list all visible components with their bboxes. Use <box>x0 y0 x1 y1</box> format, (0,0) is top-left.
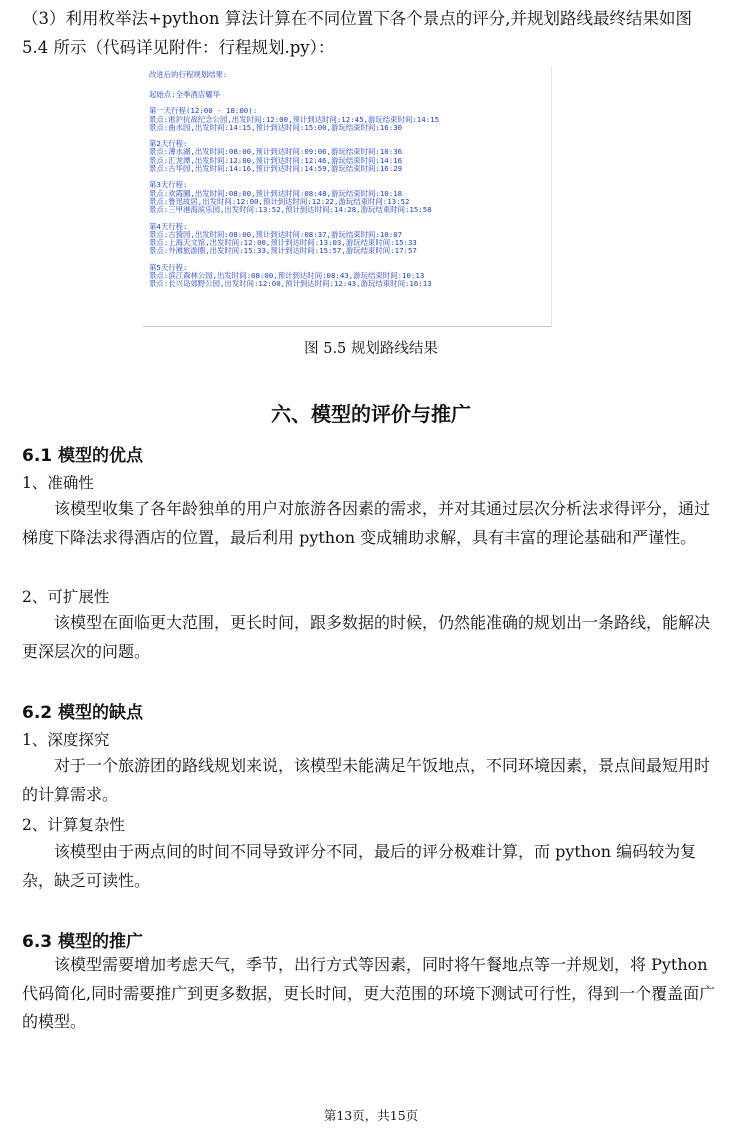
intro-paragraph: （3）利用枚举法+python 算法计算在不同位置下各个景点的评分,并规划路线最终结果如图 5.4 所示（代码详见附件：行程规划.py）： <box>22 9 693 57</box>
itinerary-line: 景点:滨江森林公园,出发时间:08:00,预计到达时间:08:43,游玩结束时间:10:13 <box>149 271 425 281</box>
day-5-block <box>149 264 545 289</box>
start-point: 起始点:全季酒店耀华 <box>149 90 220 99</box>
itinerary-line: 景点:古华园,出发时间:14:16,预计到达时间:14:59,游玩结束时间:16:29 <box>149 164 403 174</box>
day-label: 第5天行程: <box>149 262 188 272</box>
itinerary-line: 景点:三甲港海滨乐园,出发时间:13:52,预计到达时间:14:28,游玩结束时间:15:58 <box>149 205 432 215</box>
section-6-2-title: 6.2 模型的缺点 <box>22 703 144 723</box>
itinerary-line: 景点:古猗园,出发时间:08:00,预计到达时间:08:37,游玩结束时间:10:07 <box>149 229 403 239</box>
paragraph-accuracy: 该模型收集了各年龄独单的用户对旅游各因素的需求，并对其通过层次分析法求得评分，通过梯度下降法求得酒店的位置，最后利用 python 变成辅助求解，具有丰富的理论基础和严谨性。 <box>22 499 711 547</box>
figure-caption: 图 5.5 规划路线结果 <box>304 341 438 357</box>
item-accuracy: 1、准确性 <box>22 474 94 492</box>
paragraph-promotion: 该模型需要增加考虑天气，季节，出行方式等因素，同时将午餐地点等一并规划，将 Python 代码简化,同时需要推广到更多数据，更长时间，更大范围的环境下测试可行性，得到一个覆盖面广的模型。 <box>22 955 716 1031</box>
paragraph-depth: 对于一个旅游团的路线规划来说，该模型未能满足午饭地点，不同环境因素，景点间最短用时的计算需求。 <box>22 756 711 804</box>
item-complexity: 2、计算复杂性 <box>22 816 125 834</box>
item-depth: 1、深度探究 <box>22 731 110 749</box>
day-4-block <box>149 223 545 256</box>
route-result-screenshot <box>143 66 552 327</box>
day-3-block <box>149 181 545 214</box>
day-1-block <box>149 107 545 132</box>
page-footer: 第13页，共15页 <box>323 1108 419 1123</box>
itinerary-line: 景点:曲水园,出发时间:14:15,预计到达时间:15:00,游玩结束时间:16:30 <box>149 122 403 132</box>
paragraph-extensibility: 该模型在面临更大范围，更长时间，跟多数据的时候，仍然能准确的规划出一条路线，能解决更深层次的问题。 <box>22 613 711 661</box>
itinerary-line: 景点:上海天文馆,出发时间:12:00,预计到达时间:13:03,游玩结束时间:15:33 <box>149 238 417 248</box>
day-label: 第3天行程: <box>149 180 188 190</box>
day-2-block <box>149 140 545 173</box>
day-label: 第2天行程: <box>149 139 188 149</box>
itinerary-line: 景点:淞沪抗战纪念公园,出发时间:12:00,预计到达时间:12:45,游玩结束时间:14:15 <box>149 114 440 124</box>
chapter-title: 六、模型的评价与推广 <box>271 402 471 426</box>
paragraph-complexity: 该模型由于两点间的时间不同导致评分不同，最后的评分极难计算，而 python 编码较为复杂，缺乏可读性。 <box>22 842 697 890</box>
section-6-3-title: 6.3 模型的推广 <box>22 932 144 952</box>
itinerary-line: 景点:鲁迅故居,出发时间:12:00,预计到达时间:12:22,游玩结束时间:13:52 <box>149 196 410 206</box>
itinerary-line: 景点:薄水湖,出发时间:08:00,预计到达时间:09:06,游玩结束时间:10:36 <box>149 147 403 157</box>
itinerary-line: 景点:外滩旅游圈,出发时间:15:33,预计到达时间:15:57,游玩结束时间:17:57 <box>149 246 417 256</box>
item-extensibility: 2、可扩展性 <box>22 588 110 606</box>
section-6-1-title: 6.1 模型的优点 <box>22 446 144 466</box>
result-title: 改进后的行程规划结果: <box>149 70 228 79</box>
day-label: 第一天行程(12:00 - 18:00): <box>149 106 258 116</box>
itinerary-line: 景点:汇龙潭,出发时间:12:00,预计到达时间:12:46,游玩结束时间:14:16 <box>149 155 403 165</box>
itinerary-line: 景点:长兴岛郊野公园,出发时间:12:00,预计到达时间:12:43,游玩结束时间:16:13 <box>149 279 432 289</box>
itinerary-line: 景点:欢霞圃,出发时间:08:00,预计到达时间:08:48,游玩结束时间:10:18 <box>149 188 403 198</box>
day-label: 第4天行程: <box>149 221 188 231</box>
